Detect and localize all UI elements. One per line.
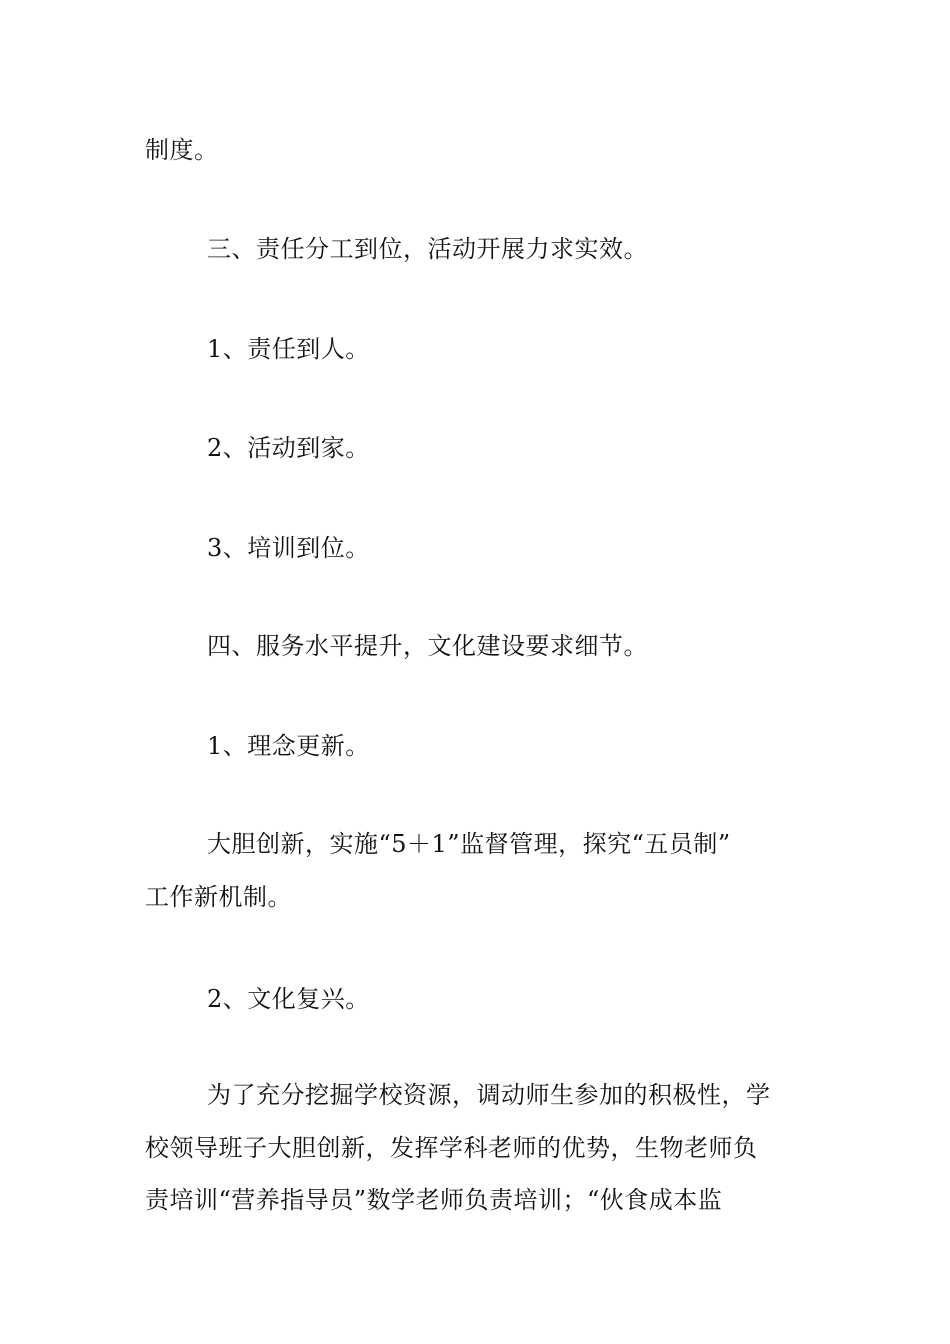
- list-item: 1、责任到人。: [207, 335, 370, 363]
- list-item: 3、培训到位。: [207, 534, 370, 562]
- paragraph-line: 大胆创新，实施“5＋1”监督管理，探究“五员制”: [207, 830, 731, 858]
- paragraph-line: 工作新机制。: [145, 883, 292, 911]
- section-heading-three: 三、责任分工到位，活动开展力求实效。: [207, 235, 648, 263]
- paragraph-line: 校领导班子大胆创新，发挥学科老师的优势，生物老师负: [145, 1134, 758, 1162]
- list-item: 2、文化复兴。: [207, 985, 370, 1013]
- section-heading-four: 四、服务水平提升，文化建设要求细节。: [207, 632, 648, 660]
- paragraph-line: 为了充分挖掘学校资源，调动师生参加的积极性，学: [207, 1081, 771, 1109]
- list-item: 1、理念更新。: [207, 732, 370, 760]
- paragraph-line: 责培训“营养指导员”数学老师负责培训；“伙食成本监: [145, 1186, 723, 1214]
- paragraph-line: 制度。: [145, 136, 219, 164]
- list-item: 2、活动到家。: [207, 434, 370, 462]
